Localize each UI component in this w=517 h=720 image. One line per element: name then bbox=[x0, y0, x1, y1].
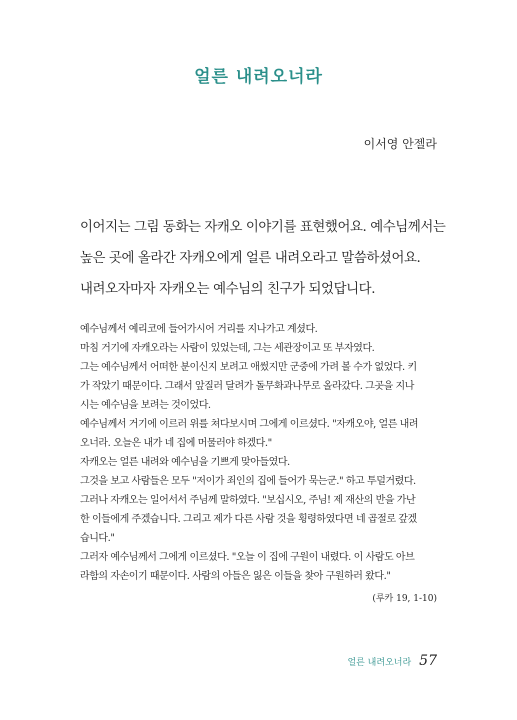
passage-line: 한 이들에게 주겠습니다. 그리고 제가 다른 사람 것을 횡령하였다면 네 곱절로 갚겠 bbox=[80, 514, 417, 525]
passage-line: 습니다." bbox=[80, 533, 115, 544]
running-footer-title: 얼른 내려오너라 bbox=[347, 658, 412, 668]
passage-line: 그것을 보고 사람들은 모두 "저이가 죄인의 집에 들어가 묵는군." 하고 투덜거렸다. bbox=[80, 476, 416, 487]
passage-line: 그러나 자캐오는 일어서서 주님께 말하였다. "보십시오, 주님! 제 재산의 반을 가난 bbox=[80, 495, 416, 506]
passage-line: 라함의 자손이기 때문이다. 사람의 아들은 잃은 이들을 찾아 구원하러 왔다." bbox=[80, 571, 391, 582]
scripture-citation: (루카 19, 1-10) bbox=[372, 594, 437, 604]
lead-line: 높은 곳에 올라간 자캐오에게 얼른 내려오라고 말씀하셨어요. bbox=[80, 251, 421, 266]
passage-line: 가 작았기 때문이다. 그래서 앞질러 달려가 돌무화과나무로 올라갔다. 그곳을 지나 bbox=[80, 381, 414, 392]
passage-line: 오너라. 오늘은 내가 네 집에 머물러야 하겠다." bbox=[80, 438, 272, 449]
lead-paragraph bbox=[80, 212, 446, 305]
scripture-passage bbox=[80, 320, 446, 586]
passage-line: 마침 거기에 자캐오라는 사람이 있었는데, 그는 세관장이고 또 부자였다. bbox=[80, 343, 375, 354]
lead-line: 내려오자마자 자캐오는 예수님의 친구가 되었답니다. bbox=[80, 282, 376, 297]
passage-line: 그러자 예수님께서 그에게 이르셨다. "오늘 이 집에 구원이 내렸다. 이 사람도 아브 bbox=[80, 552, 415, 563]
passage-line: 예수님께서 예리코에 들어가시어 거리를 지나가고 계셨다. bbox=[80, 324, 318, 335]
page-footer bbox=[347, 653, 437, 669]
passage-line: 시는 예수님을 보려는 것이었다. bbox=[80, 400, 211, 411]
page-title: 얼른 내려오너라 bbox=[194, 67, 323, 87]
passage-line: 자캐오는 얼른 내려와 예수님을 기쁘게 맞아들였다. bbox=[80, 457, 290, 468]
passage-line: 그는 예수님께서 어떠한 분이신지 보려고 애썼지만 군중에 가려 볼 수가 없었다. 키 bbox=[80, 362, 417, 373]
page-number: 57 bbox=[419, 653, 437, 669]
author-name: 이서영 안젤라 bbox=[363, 137, 437, 151]
lead-line: 이어지는 그림 동화는 자캐오 이야기를 표현했어요. 예수님께서는 bbox=[80, 220, 446, 235]
passage-line: 예수님께서 거기에 이르러 위를 쳐다보시며 그에게 이르셨다. "자캐오야, 얼른 내려 bbox=[80, 419, 419, 430]
